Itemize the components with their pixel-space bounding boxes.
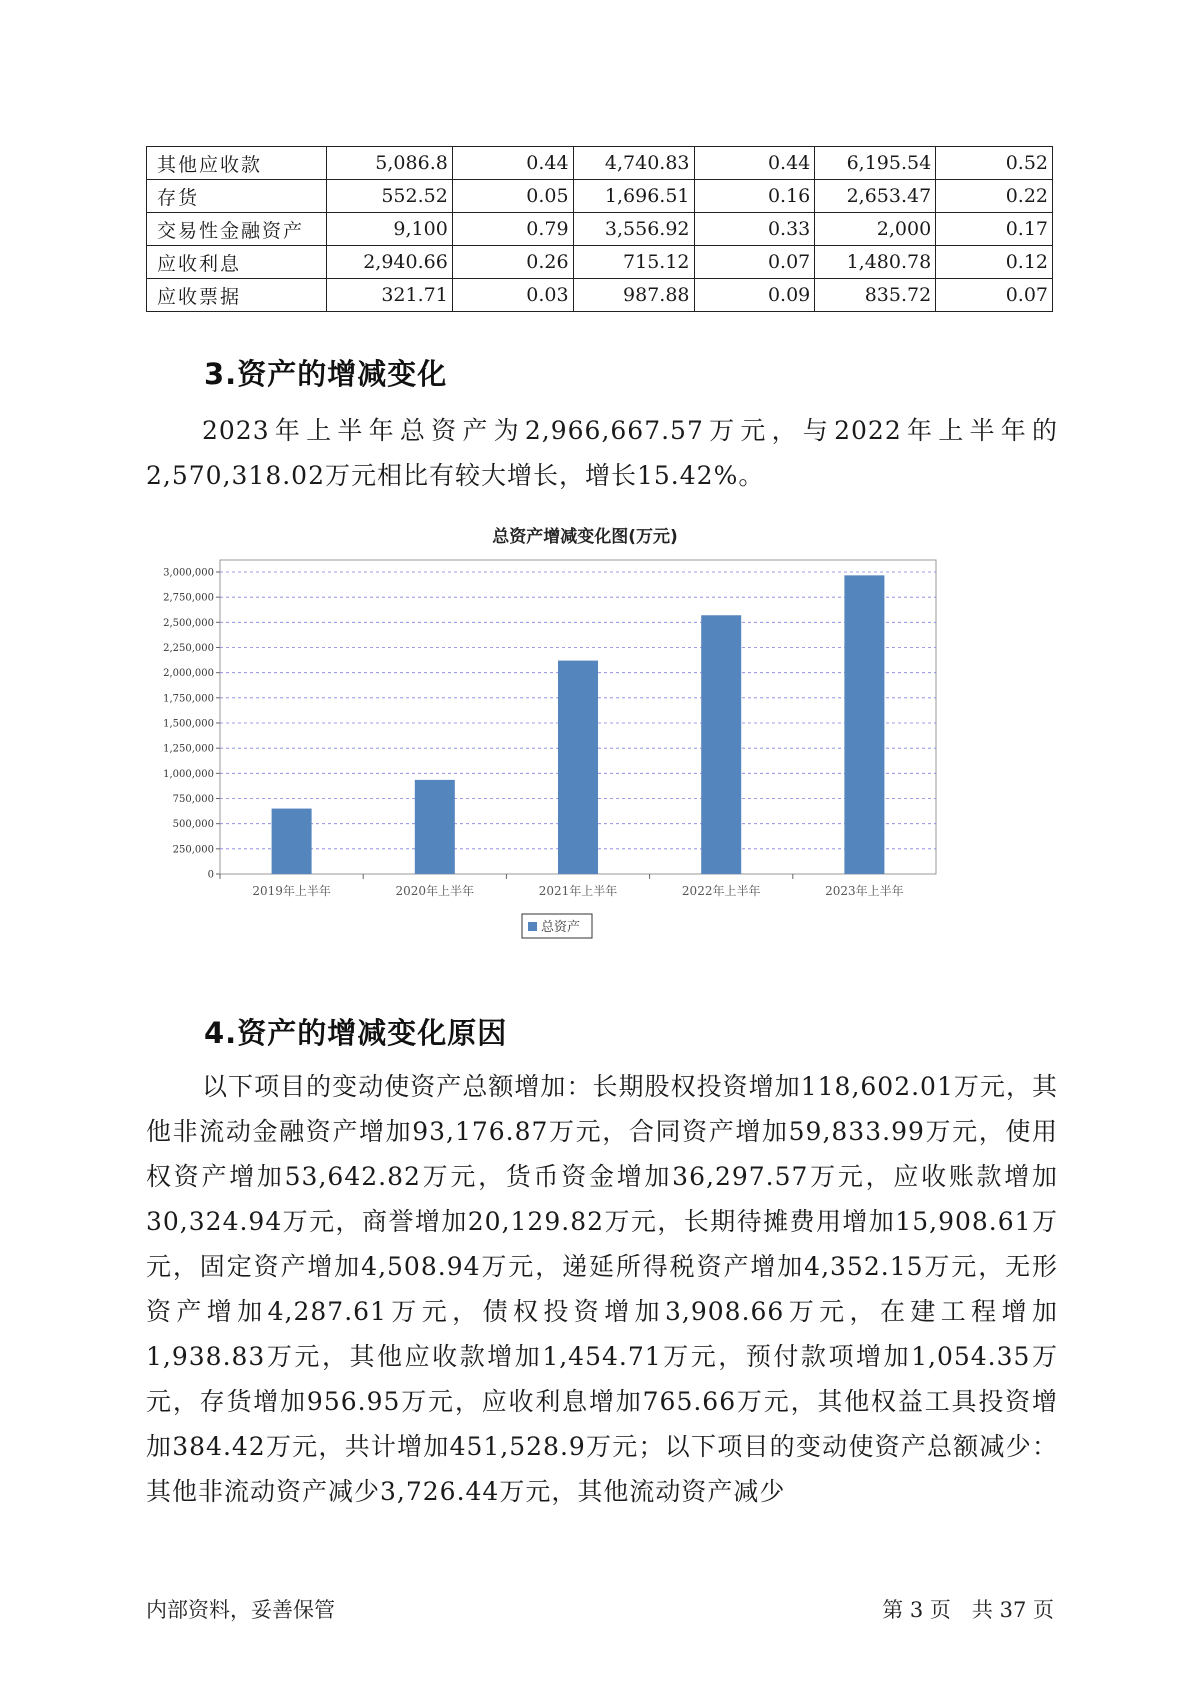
y-tick-label: 1,000,000: [163, 768, 214, 780]
section-heading: 4.资产的增减变化原因: [204, 1016, 508, 1050]
table-cell: 交易性金融资产: [147, 213, 327, 246]
table-cell: 4,740.83: [573, 147, 694, 180]
table-cell: 其他应收款: [147, 147, 327, 180]
y-tick-label: 2,250,000: [163, 643, 214, 654]
x-tick-label: 2022年上半年: [681, 884, 761, 898]
asset-table: [146, 146, 1053, 312]
x-tick-label: 2019年上半年: [252, 884, 331, 898]
section-paragraph: 以下项目的变动使资产总额增加：长期股权投资增加118,602.01万元，其他非流动金融资产增加93,176.87万元，合同资产增加59,833.99万元，使用权资产增加53,642.82万元，货币资金增加36,297.57万元，应收账款增加30,324.94万元，商誉增加20,129.82万元，长期待摊费用增加15,908.61万元，固定资产增加4,508.94万元，递延所得税资产增加4,352.15万元，无形资产增加4,287.61万元，债权投资增加3,908.66万元，在建工程增加1,938.83万元，其他应收款增加1,454.71万元，预付款项增加1,054.35万元，存货增加956.95万元，应收利息增加765.66万元，其他权益工具投资增加384.42万元，共计增加451,528.9万元；以下项目的变动使资产总额减少：其他非流动资产减少3,726.44万元，其他流动资产减少: [146, 1072, 1058, 1506]
table-cell: 9,100: [326, 213, 452, 246]
table-row: [147, 213, 1053, 246]
chart-legend: [522, 914, 592, 938]
y-tick-label: 1,500,000: [163, 718, 214, 730]
table-cell: 应收票据: [147, 279, 327, 312]
table-cell: 0.44: [452, 147, 573, 180]
table-cell: 0.79: [452, 213, 573, 246]
bar-total-assets: [415, 780, 455, 874]
y-tick-label: 3,000,000: [163, 567, 214, 579]
table-cell: 835.72: [815, 279, 936, 312]
table-cell: 321.71: [326, 279, 452, 312]
y-tick-label: 250,000: [172, 844, 214, 856]
table-cell: 987.88: [573, 279, 694, 312]
table-cell: 0.17: [936, 213, 1053, 246]
table-cell: 0.07: [936, 279, 1053, 312]
section-heading: 3.资产的增减变化: [204, 357, 448, 391]
bar-total-assets: [558, 661, 598, 874]
legend-swatch: [528, 922, 537, 931]
table-row: [147, 279, 1053, 312]
table-cell: 2,653.47: [815, 180, 936, 213]
table-row: [147, 246, 1053, 279]
bar-total-assets: [701, 615, 741, 874]
table-cell: 2,000: [815, 213, 936, 246]
table-cell: 2,940.66: [326, 246, 452, 279]
table-cell: 715.12: [573, 246, 694, 279]
footer-confidential-note: 内部资料，妥善保管: [146, 1598, 335, 1622]
chart-title: 总资产增减变化图(万元): [492, 527, 678, 547]
footer-page-number: 第 3 页 共 37 页: [882, 1598, 1054, 1622]
table-cell: 存货: [147, 180, 327, 213]
table-cell: 0.52: [936, 147, 1053, 180]
legend-label: 总资产: [541, 920, 581, 935]
x-tick-label: 2023年上半年: [825, 884, 904, 898]
y-tick-label: 750,000: [172, 794, 214, 805]
table-cell: 3,556.92: [573, 213, 694, 246]
table-cell: 6,195.54: [815, 147, 936, 180]
table-cell: 0.22: [936, 180, 1053, 213]
table-cell: 5,086.8: [326, 147, 452, 180]
table-cell: 0.16: [694, 180, 815, 213]
y-tick-label: 1,750,000: [163, 693, 214, 705]
table-cell: 0.26: [452, 246, 573, 279]
bar-total-assets: [844, 575, 884, 874]
table-row: [147, 147, 1053, 180]
y-tick-label: 500,000: [172, 819, 214, 831]
total-assets-bar-chart: [150, 520, 1020, 980]
section-paragraph: 2023年上半年总资产为2,966,667.57万元，与2022年上半年的2,570,318.02万元相比有较大增长，增长15.42%。: [146, 416, 1058, 490]
x-tick-label: 2021年上半年: [538, 884, 618, 898]
y-tick-label: 2,500,000: [163, 617, 214, 629]
table-cell: 0.09: [694, 279, 815, 312]
table-cell: 552.52: [326, 180, 452, 213]
y-tick-label: 2,000,000: [163, 668, 214, 680]
table-cell: 0.03: [452, 279, 573, 312]
y-tick-label: 2,750,000: [163, 592, 214, 604]
bar-total-assets: [272, 809, 312, 874]
table-cell: 0.07: [694, 246, 815, 279]
table-cell: 0.12: [936, 246, 1053, 279]
plot-area: [163, 560, 936, 898]
table-cell: 1,480.78: [815, 246, 936, 279]
y-tick-label: 0: [207, 869, 214, 881]
asset-table-body: [147, 147, 1053, 312]
table-cell: 应收利息: [147, 246, 327, 279]
table-cell: 0.44: [694, 147, 815, 180]
table-row: [147, 180, 1053, 213]
table-cell: 0.33: [694, 213, 815, 246]
x-tick-label: 2020年上半年: [395, 884, 475, 898]
table-cell: 1,696.51: [573, 180, 694, 213]
table-cell: 0.05: [452, 180, 573, 213]
y-tick-label: 1,250,000: [163, 743, 214, 755]
